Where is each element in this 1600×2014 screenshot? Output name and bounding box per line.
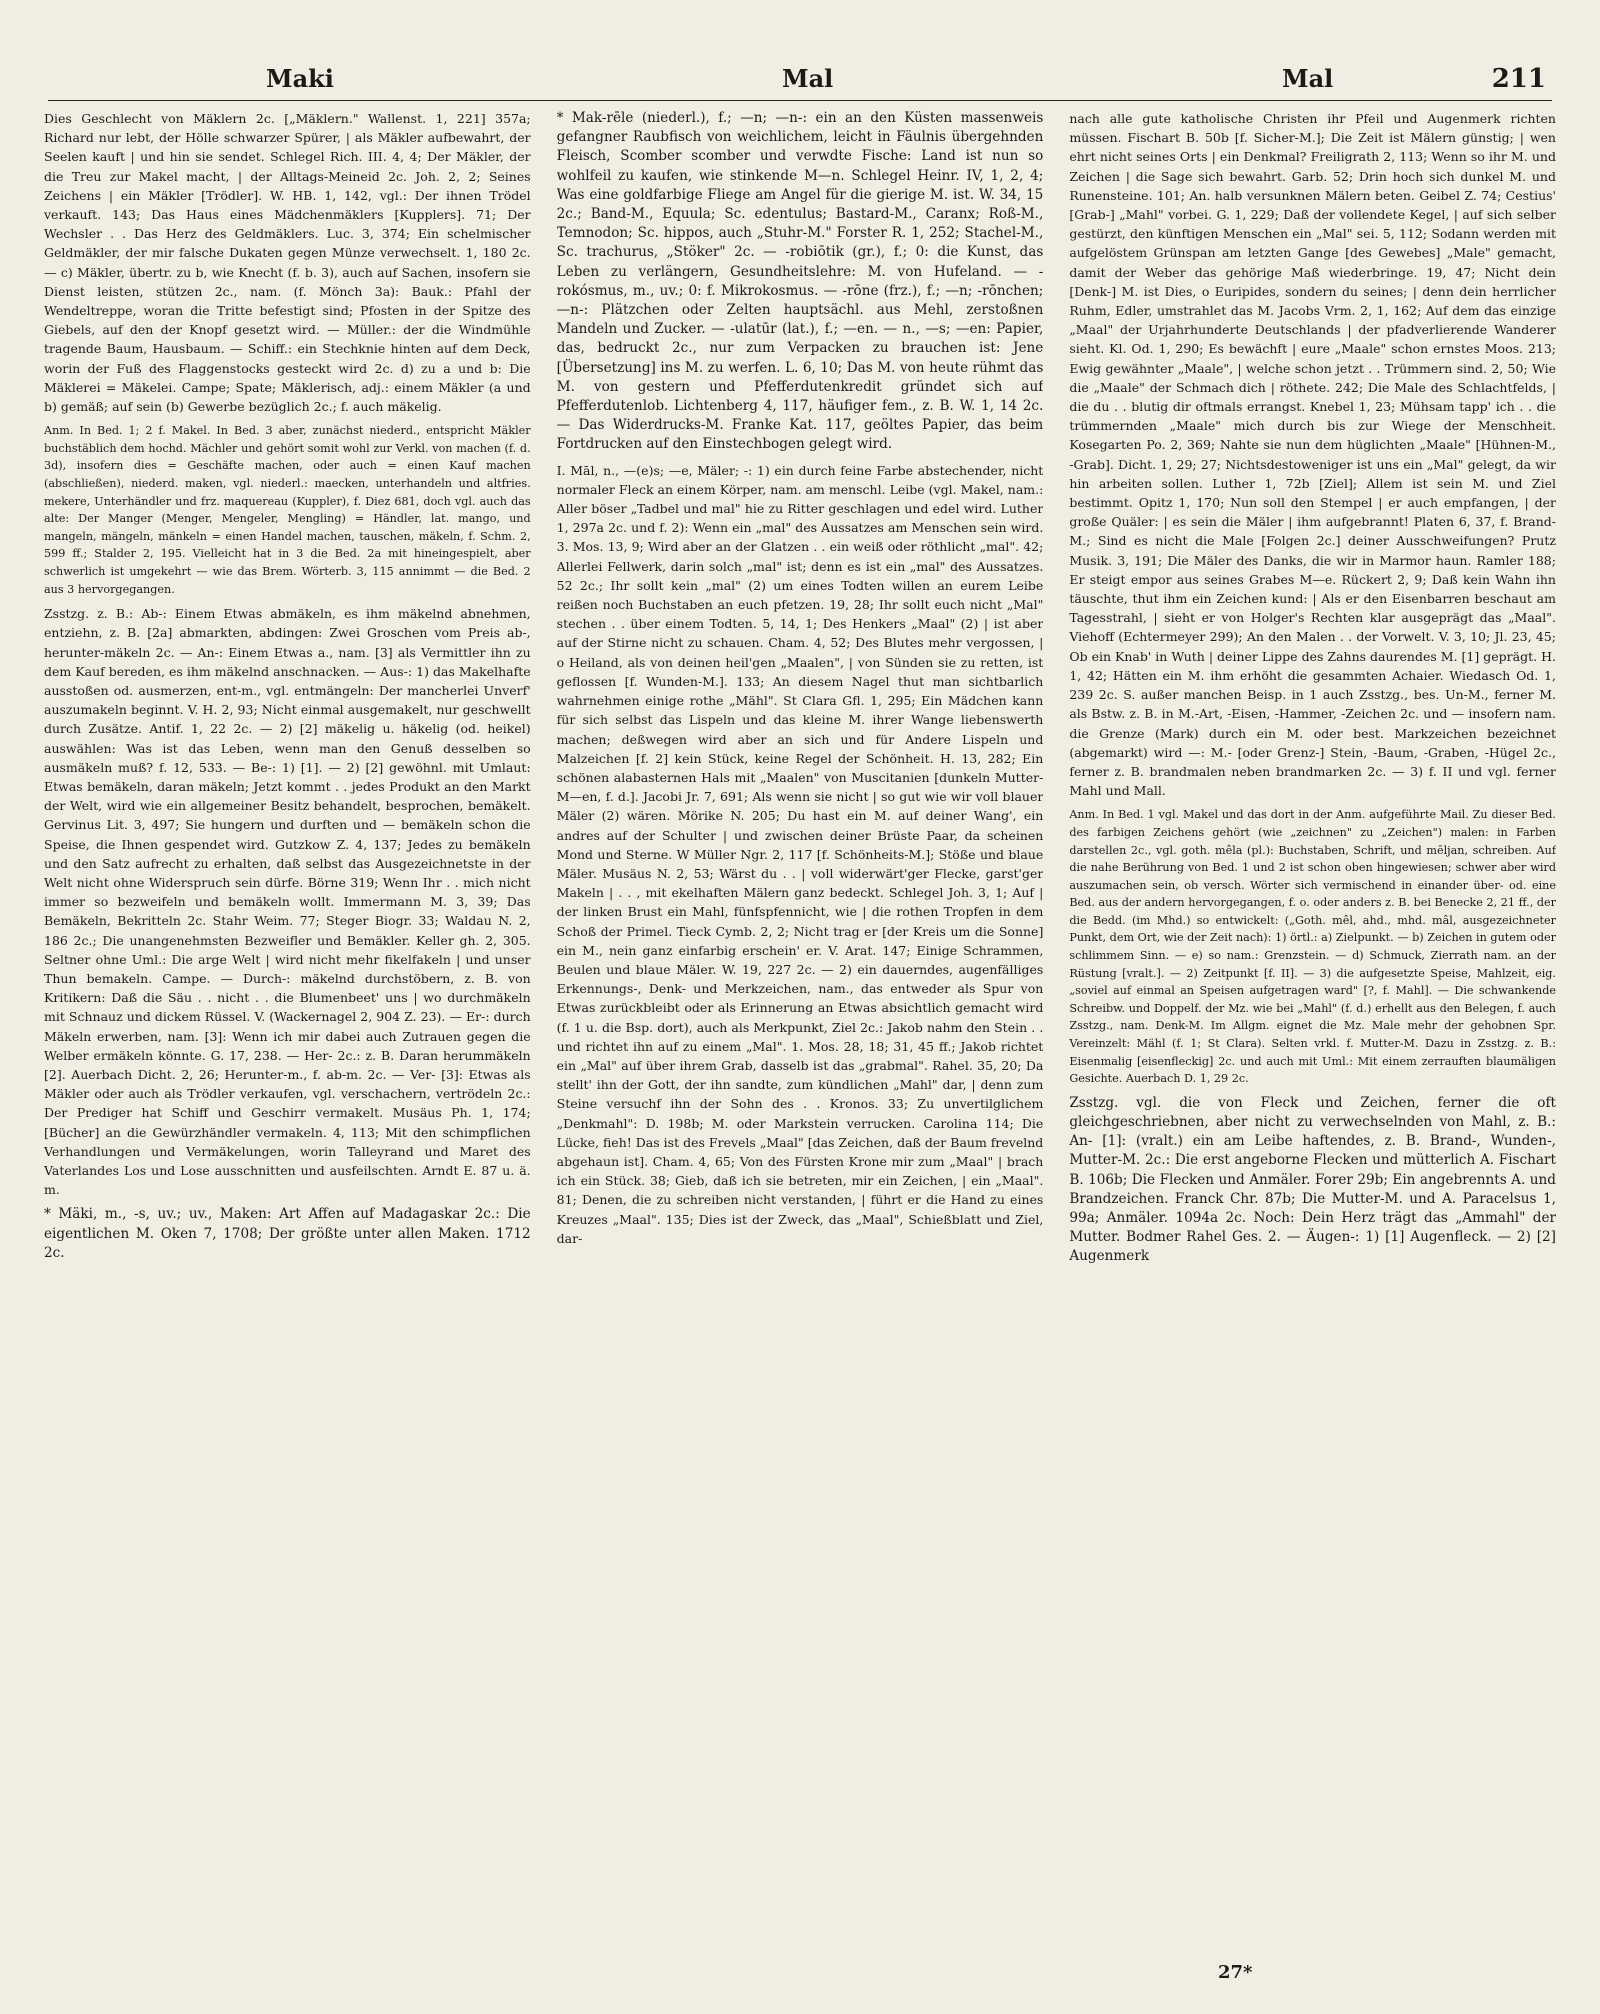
text-columns (44, 109, 1556, 1879)
entry-mal-continued: nach alle gute katholische Christen ihr Pfeil und Augenmerk richten müssen. Fischart B. 50b [f. Sicher-M.]; Die Zeit ist Mälern günstig; | wen ehrt nicht seines Orts | ein Denkmal? Freiligrath 2, 113; Wenn so ihr M. und Zeichen | die Sage sich bewahrt. Garb. 52; Drin hoch sich dunkel M. und Runensteine. 101; An. halb versunknen Mälern beten. Geibel Z. 74; Cestius' [Grab-] „Mahl" vorbei. G. 1, 229; Daß der vollendete Kegel, | auf sich selber gestürzt, den künftigen Menschen ein „Mal" sei. 5, 112; Sodann werden mit aufgelöstem Grünspan am letzten Gange [des Gewebes] „Male" gemacht, damit der Weber das gehörige Maß wiederbringe. 19, 47; Nicht dein [Denk-] M. ist Dies, o Euripides, sondern du seines; | denn dein herrlicher Ruhm, Edler, umstrahlet das M. Jacobs Vrm. 2, 1, 162; Auf dem das einzige „Maal" der Urjahrhunderte Deutschlands | der pfadverlierende Wanderer sieht. Kl. Od. 1, 290; Es bewächft | eure „Maale" schon ernstes Moos. 213; Ewig gewähnter „Maale", | welche schon jetzt . . Trümmern sind. 2, 50; Wie die „Maale" der Schmach dich | röthete. 242; Die Male des Schlachtfelds, | die du . . blutig dir oftmals errangst. Knebel 1, 23; Mühsam tapp' ich . . die trümmernden „Maale" mich durch bis zur Wiege der Menschheit. Kosegarten Po. 2, 369; Nahte sie nun dem hüglichten „Maale" [Hühnen-M., -Grab]. Dicht. 1, 29; 27; Nichtsdestoweniger ist uns ein „Mal" gelegt, da wir hin arbeiten sollen. Luther 1, 72b [Ziel]; Allem ist sein M. und Ziel bestimmt. Opitz 1, 170; Nun soll den Stempel | er auch empfangen, | der große Quäler: | es sein die Mäler | ihm aufgebrannt! Platen 6, 37, f. Brand-M.; Sind es nicht die Male [Folgen 2c.] deiner Ausschweifungen? Prutz Musik. 3, 191; Die Mäler des Danks, die wir in Marmor haun. Ramler 188; Er steigt empor aus seines Grabes M—e. Rückert 2, 9; Daß kein Wahn ihn täuschte, thut ihm ein Zeichen kund: | Als er den Eisenbarren beschaut am Tagesstrahl, | sieht er von Holger's Rechten klar ausgeprägt das „Maal". Viehoff (Echtermeyer 299); An den Malen . . der Vorwelt. V. 3, 10; Jl. 23, 45; Ob ein Knab' in Wuth | deiner Lippe des Zahns daurendes M. [1] geprägt. H. 1, 42; Hätten ein M. ihm erhöht die gesammten Achaier. Wiedasch Od. 1, 239 2c. S. außer manchen Beisp. in 1 auch Zsstzg., bes. Un-M., ferner M. als Bstw. z. B. in M.-Art, -Eisen, -Hammer, -Zeichen 2c. und — insofern nam. die Grenze (Mark) durch ein M. oder best. Markzeichen bezeichnet (abgemarkt) wird —: M.- [oder Grenz-] Stein, -Baum, -Graben, -Hügel 2c., ferner z. B. brandmalen neben brandmarken 2c. — 3) f. II und vgl. ferner Mahl und Mall. (1069, 111, 1556, 799)
entry-makrele: * Mak-rēle (niederl.), f.; —n; —n-: ein an den Küsten massenweis gefangner Raubfisch von weichlichem, leicht in Fäulnis übergehnden Fleisch, Scomber scomber und verwdte Fische: Land ist nun so wohlfeil zu kaufen, wie stinkende M—n. Schlegel Heinr. IV, 1, 2, 4; Was eine goldfarbige Fliege am Angel für die gierige M. ist. W. 34, 15 2c.; Band-M., Equula; Sc. edentulus; Bastard-M., Caranx; Roß-M., Temnodon; Sc. hippos, auch „Stuhr-M." Forster R. 1, 252; Stachel-M., Sc. trachurus, „Stöker" 2c. — -robiōtik (gr.), f.; 0: die Kunst, das Leben zu verlängern, Gesundheitslehre: M. von Hufeland. — -rokósmus, m., uv.; 0: f. Mikrokosmus. — -rōne (frz.), f.; —n; -rōnchen; —n-: Plätzchen oder Zelten hauptsächl. aus Mehl, zerstoßnen Mandeln und Zucker. — -ulatūr (lat.), f.; —en. — n., —s; —en: Papier, das, bedruckt 2c., nur zum Verpacken zu brauchen ist: Jene [Übersetzung] ins M. zu werfen. L. 6, 10; Das M. von heute rühmt das M. von gestern und Pfefferdutenkredit gründet sich auf Pfefferdutenlob. Lichtenberg 4, 117, häufiger fem., z. B. W. 1, 14 2c. — Das Widerdrucks-M. Franke Kat. 117, geöltes Papier, das beim Fortdrucken auf den Einstechbogen gelegt wird. (556, 110, 1044, 453)
column-right (1069, 109, 1556, 1879)
entry-makler-continued: Dies Geschlecht von Mäklern 2c. [„Mäklern." Wallenst. 1, 221] 357a; Richard nur lebt, der Hölle schwarzer Spürer, | als Mäkler aufbewahrt, der Seelen kauft | und hin sie sendet. Schlegel Rich. III. 4, 4; Der Mäkler, der die Treu zur Makel macht, | der Alltags-Meineid 2c. Joh. 2, 2; Seines Zeichens | ein Mäkler [Trödler]. W. HB. 1, 142, vgl.: Der ihnen Trödel verkauft. 143; Das Haus eines Mädchenmäklers [Kupplers]. 71; Der Wechsler . . Das Herz des Geldmäklers. Luc. 3, 374; Ein schelmischer Geldmäkler, der mir falsche Dukaten gegen Münze verwechselt. 1, 180 2c. — c) Mäkler, übertr. zu b, wie Knecht (f. b. 3), auch auf Sachen, insofern sie Dienst leisten, stützen 2c., nam. (f. Mönch 3a): Bauk.: Pfahl der Wendeltreppe, woran die Tritte befestigt sind; Pfosten in der Spitze des Giebels, auf den der Knopf gesetzt wird. — Müller.: der die Windmühle tragende Baum, Hausbaum. — Schiff.: ein Stechknie hinten auf dem Deck, worin der Fuß des Flaggenstocks gesteckt wird 2c. d) zu a und b: Die Mäklerei = Mäkelei. Campe; Spate; Mäklerisch, adj.: einem Mäkler (a und b) gemäß; auf sein (b) Gewerbe bezüglich 2c.; f. auch mäkelig. (44, 111, 531, 415)
header-right-word: Mal (1282, 64, 1334, 93)
column-left (44, 109, 531, 1879)
header-center-word: Mal (782, 64, 834, 93)
page-number: 211 (1491, 64, 1546, 94)
entry-mal-1: I. Māl, n., —(e)s; —e, Mäler; -: 1) ein durch feine Farbe abstechender, nicht normaler Fleck an einem Körper, nam. am menschl. Leibe (vgl. Makel, nam.: Aller böser „Tadbel und mal" hie zu Ritter geschlagen und edel wird. Luther 1, 297a 2c. und f. 2): Wenn ein „mal" des Aussatzes am Menschen sein wird. 3. Mos. 13, 9; Wird aber an der Glatzen . . ein weiß oder röthlicht „mal". 42; Allerlei Fellwerk, darin solch „mal" ist; denn es ist ein „mal" des Aussatzes. 52 2c.; Ihr sollt kein „mal" (2) um eines Todten willen an eurem Leibe reißen noch Buchstaben an euch pfetzen. 19, 28; Ihr sollt euch nicht „Mal" stechen . . über einem Todten. 5, 14, 1; Des Henkers „Maal" (2) | ist aber auf der Stirne nicht zu schauen. Cham. 4, 52; Des Blutes mehr vergossen, | o Heiland, als von deinen heil'gen „Maalen", | von Sünden sie zu retten, ist geflossen [f. Wunden-M.]. 133; An diesem Nagel thut man sichtbarlich wahrnehmen einige rothe „Mähl". St Clara Gfl. 1, 295; Ein Mädchen kann für sich selbst das Lispeln und das kleine M. ihrer Wange liebenswerth machen; deßwegen wird aber an sich und für Andere Lispeln und Malzeichen [f. 2] kein Stück, keine Regel der Schönheit. H. 13, 282; Ein schönen alabasternen Hals mit „Maalen" von Muscitanien [dunkeln Mutter-M—en, f. d.]. Jacobi Jr. 7, 691; Als wenn sie nicht | so gut wie wir voll blauer Mäler (2) wären. Mörike N. 205; Du hast ein M. auf deiner Wang', ein andres auf der Schulter | und zwischen deiner Brüste Paar, da scheinen Mond und Sterne. W Müller Ngr. 2, 117 [f. Schönheits-M.]; Stöße und blaue Mäler. Musäus N. 2, 53; Wärst du . . | voll widerwärt'ger Flecke, garst'ger Makeln | . . , mit ekelhaften Mälern ganz bedeckt. Schlegel Joh. 3, 1; Auf | der linken Brust ein Mahl, fünfspfennicht, wie | die rothen Tropfen in dem Schoß der Primel. Tieck Cymb. 2, 2; Nicht trag er [der Kreis um die Sonne] ein M., nein ganz einfarbig erschein' er. V. Arat. 147; Einige Schrammen, Beulen und blaue Mäler. W. 19, 227 2c. — 2) ein dauerndes, augenfälliges Erkennungs-, Denk- und Merkzeichen, nam., das entweder als Spur von Etwas zurückbleibt oder als Erinnerung an Etwas absichtlich gemacht wird (f. 1 u. die Bsp. dort), auch als Merkpunkt, Ziel 2c.: Jakob nahm den Stein . . und richtet ihn auf zu einem „Mal". 1. Mos. 28, 18; 31, 45 ff.; Jakob richtet ein „Mal" auf über ihrem Grab, dasselb ist das „grabmal". Rahel. 35, 20; Da stellt' ihn der Gott, der ihn sandte, zum kündlichen „Mahl" dar, | denn zum Steine versuchf ihn der Sohn des . . Kronos. 33; Zu unvertilglichem „Denkmahl": D. 198b; M. oder Markstein verrucken. Carolina 114; Die Lücke, fieh! Das ist des Frevels „Maal" [das Zeichen, daß der Baum frevelnd abgehaun ist]. Cham. 4, 65; Von des Fürsten Krone mir zum „Maal" | brach ich ein Stück. 38; Gieb, daß ich sie betreten, mir ein Zeichen, | ein „Maal". 81; Denen, die zu schreiben nicht verstanden, | führt er die Hand zu eines Kreuzes „Maal". 135; Dies ist der Zweck, das „Maal", Schießblatt und Ziel, dar- (556, 462, 1044, 1246)
compounds-mal: Zsstzg. vgl. die von Fleck und Zeichen, ferner die oft gleichgeschriebnen, aber nicht zu verwechselnden von Mahl, z. B.: An- [1]: (vralt.) ein am Leibe haftendes, z. B. Brand-, Wunden-, Mutter-M. 2c.: Die erst angeborne Flecken und mütterlich A. Fischart B. 106b; Die Flecken und Anmäler. Forer 29b; Ein angebrennts A. und Brandzeichen. Franck Chr. 87b; Die Mutter-M. und A. Paracelsus 1, 99a; Anmäler. 1094a 2c. Noch: Dein Herz trägt das „Ammahl" der Mutter. Bodmer Rahel Ges. 2. — Äugen-: 1) [1] Augenfleck. — 2) [2] Augenmerk (1069, 1094, 1556, 1265)
signature-mark: 27* (1218, 1962, 1253, 1983)
note-mal: Anm. In Bed. 1 vgl. Makel und das dort in der Anm. aufgeführte Mail. Zu dieser Bed. des farbigen Zeichens gehört (wie „zeichnen" zu „Zeichen") malen: in Farben darstellen 2c., vgl. goth. mêla (pl.): Buchstaben, Schrift, und mēljan, schreiben. Auf die nahe Berührung von Bed. 1 und 2 ist schon oben hingewiesen; schwer aber wird auszumachen sein, ob versch. Wörter sich vermischend in einander über- od. eine Bed. aus der andern hervorgegangen, f. o. oder anders z. B. bei Benecke 2, 21 ff., der die Bedd. (im Mhd.) so entwickelt: („Goth. mêl, ahd., mhd. mâl, ausgezeichneter Punkt, dem Ort, wie der Zeit nach): 1) örtl.: a) Zielpunkt. — b) Zeichen in gutem oder schlimmem Sinn. — e) so nam.: Grenzstein. — d) Schmuck, Zierrath nam. an der Rüstung [vralt.]. — 2) Zeitpunkt [f. II]. — 3) die aufgesetzte Speise, Mahlzeit, eig. „soviel auf einmal an Speisen aufgetragen ward" [?, f. Mahl]. — Die schwankende Schreibw. und Doppelf. der Mz. wie bei „Mahl" (f. d.) erhellt aus den Belegen, f. auch Zsstzg., nam. Denk-M. Im Allgm. eignet die Mz. Male mehr der gehobnen Spr. Vereinzelt: Mähl (f. 1; St Clara). Selten vrkl. f. Mutter-M. Dazu in Zsstzg. z. B.: Eisenmalig [eisenfleckig] 2c. und auch mit Uml.: Mit einem zerrauften blaumäligen Gesichte. Auerbach D. 1, 29 2c. (1069, 808, 1556, 1086)
running-header (48, 60, 1552, 101)
entry-maki: * Mäki, m., -s, uv.; uv., Maken: Art Affen auf Madagaskar 2c.: Die eigentlichen M. Oken 7, 1708; Der größte unter allen Maken. 1712 2c. (44, 1206, 531, 1261)
header-left-word: Maki (266, 64, 334, 93)
column-middle (557, 109, 1044, 1879)
note-makler: Anm. In Bed. 1; 2 f. Makel. In Bed. 3 aber, zunächst niederd., entspricht Mäkler buchstäblich dem hochd. Mächler und gehört somit wohl zur Verkl. von machen (f. d. 3d), insofern dies = Geschäfte machen, oder auch = einen Kauf machen (abschließen), niederd. maken, vgl. niederl.: maecken, unterhandeln und altfries. mekere, Unterhändler und frz. maquereau (Kuppler), f. Diez 681, doch vgl. auch das alte: Der Manger (Menger, Mengeler, Mengling) = Händler, lat. mango, und mangeln, mängeln, mänkeln = einen Handel machen, tauschen, mäkeln, f. Schm. 2, 599 ff.; Stalder 2, 195. Vielleicht hat in 3 die Bed. 2a mit hineingespielt, aber schwerlich ist umgekehrt — wie das Brem. Wörterb. 3, 115 annimmt — die Bed. 2 aus 3 hervorgegangen. (44, 424, 531, 596)
compounds-makeln: Zsstzg. z. B.: Ab-: Einem Etwas abmäkeln, es ihm mäkelnd abnehmen, entziehn, z. B. [2a] abmarkten, abdingen: Zwei Groschen vom Preis ab-, herunter-mäkeln 2c. — An-: Einem Etwas a., nam. [3] als Vermittler ihn zu dem Kauf bereden, es ihm mäkelnd anschnacken. — Aus-: 1) das Makelhafte ausstoßen od. ausmerzen, ent-m., vgl. entmängeln: Der mancherlei Unverf' auszumakeln beginnt. V. H. 2, 93; Nicht einmal ausgemakelt, nur geschwellt durch Zusätze. Antif. 1, 22 2c. — 2) [2] mäkelig u. häkelig (od. heikel) auswählen: Was ist das Leben, wenn man den Genuß desselben so ausmäkeln muß? f. 12, 533. — Be-: 1) [1]. — 2) [2] gewöhnl. mit Umlaut: Etwas bemäkeln, daran mäkeln; Jetzt kommt . . jedes Produkt an den Markt der Welt, wird wie ein allgemeiner Besitz behandelt, besprochen, bemäkelt. Gervinus Lit. 3, 497; Sie hungern und durften und — bemäkeln schon die Speise, die Ihnen gespendet wird. Gutzkow Z. 4, 137; Jedes zu bemäkeln und den Satz aufrecht zu erhalten, daß selbst das Ausgezeichnetste in der Welt nicht ohne Widerspruch sein dürfe. Börne 319; Wenn Ihr . . mich nicht immer so bezweifeln und bemäkeln wollt. Immermann M. 3, 39; Das Bemäkeln, Bekritteln 2c. Stahr Weim. 77; Steger Biogr. 33; Waldau N. 2, 186 2c.; Die unangenehmsten Bezweifler und Bemäkler. Keller gh. 2, 305. Seltner ohne Uml.: Die arge Welt | wird nicht mehr fikelfakeln | und unser Thun bemakeln. Campe. — Durch-: mäkelnd durchstöbern, z. B. von Kritikern: Daß die Säu . . nicht . . die Blumenbeet' uns | wo durchmäkeln mit Schnauz und dickem Rüssel. V. (Wackernagel 2, 904 Z. 23). — Er-: durch Mäkeln erwerben, nam. [3]: Wenn ich mir dabei auch Zutrauen gegen die Welber ermäkeln könnte. G. 17, 238. — Her- 2c.: z. B. Daran herummäkeln [2]. Auerbach Dicht. 2, 26; Herunter-m., f. ab-m. 2c. — Ver- [3]: Etwas als Mäkler oder auch als Trödler verkaufen, vgl. verschachern, vertrödeln 2c.: Der Prediger hat Schiff und Geschirr vermakelt. Musäus Ph. 1, 174; [Bücher] an die Gewürzhändler vermakeln. 4, 113; Mit den schimpflichen Verhandlungen und Vermäkelungen, worin Talleyrand und Maret des Vaterlandes Los und Lose ausschnitten und ausfeilschten. Arndt E. 87 u. ä. m. (44, 606, 531, 1198)
